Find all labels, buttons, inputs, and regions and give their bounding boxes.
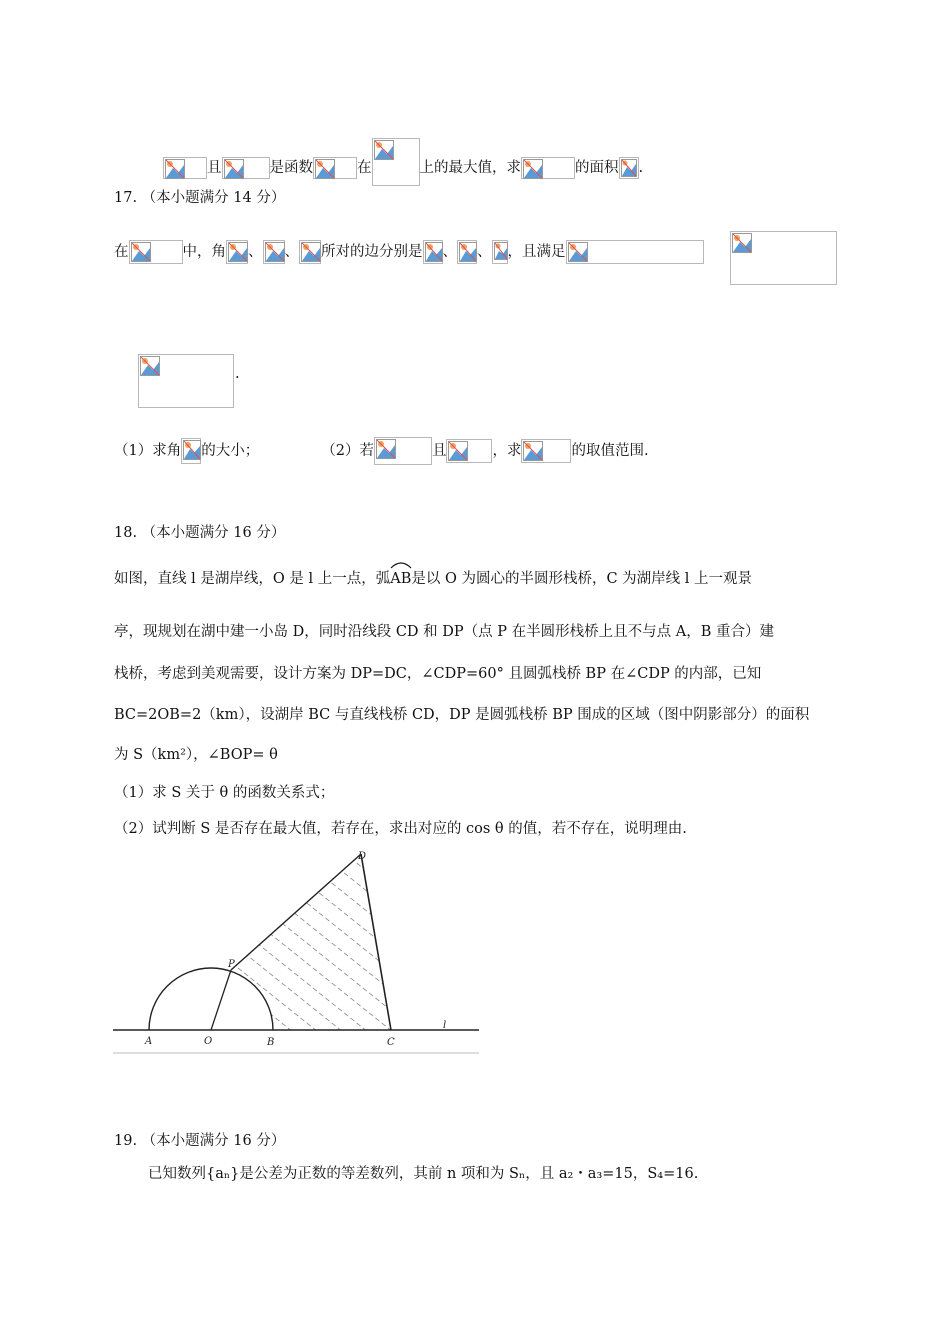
formula-image [423,240,443,264]
broken-image-icon [448,441,468,461]
formula-image [566,240,704,264]
label-c: C [387,1037,395,1048]
q18-header: 18. （本小题满分 16 分） [114,525,286,541]
text-sep: 、 [248,244,263,260]
formula-image [163,157,207,179]
broken-image-icon [224,159,244,179]
q17-header: 17. （本小题满分 14 分） [114,190,286,206]
q17-subquestions [114,437,649,465]
broken-image-icon [376,439,396,459]
problem16-tail-line [163,138,643,186]
label-l: l [443,1020,447,1031]
broken-image-icon [425,242,443,262]
q19-header: 19. （本小题满分 16 分） [114,1133,286,1149]
broken-image-icon [732,233,752,253]
formula-image [372,138,420,186]
broken-image-icon [140,356,160,376]
lake-bridge-figure [113,848,479,1056]
text-max-on: 上的最大值，求 [419,160,521,176]
text-sep: 、 [284,244,299,260]
text-period: . [638,160,644,176]
formula-image [492,240,508,264]
label-d: D [358,851,367,862]
part2-text: （2）若 [321,443,374,459]
broken-image-icon [183,440,201,460]
formula-image [521,157,575,179]
q18-text: 如图，直线 l 是湖岸线，O 是 l 上一点，弧 [114,571,391,587]
formula-image [222,157,270,179]
segment-op [211,970,231,1030]
q18-subquestion-2: （2）试判断 S 是否存在最大值，若存在，求出对应的 cos θ 的值，若不存在，说明理由. [114,821,687,837]
text-sep: 、 [477,244,492,260]
text-is-function: 是函数 [269,160,313,176]
broken-image-icon [228,242,248,262]
formula-image [226,240,248,264]
label-o: O [204,1036,213,1047]
q18-paragraph-line-2: 亭，现规划在湖中建一小岛 D，同时沿线段 CD 和 DP（点 P 在半圆形栈桥上且不与点 A，B 重合）建 [114,624,774,640]
formula-image [374,437,432,465]
label-b: B [267,1037,275,1048]
label-a: A [145,1036,153,1047]
text-and: 且 [207,160,222,176]
broken-image-icon [459,242,477,262]
formula-image [263,240,285,264]
q18-paragraph-line-5: 为 S（km²），∠BOP= θ [114,747,278,763]
formula-image [457,240,477,264]
arc-ab-label [390,569,411,589]
text-angle: 中，角 [182,244,226,260]
label-p: P [228,959,235,970]
q18-paragraph-line-3: 栈桥，考虑到美观需要，设计方案为 DP=DC，∠CDP=60° 且圆弧栈桥 BP 在∠CDP 的内部，已知 [114,666,762,682]
broken-image-icon [523,159,543,179]
broken-image-icon [568,242,588,262]
hatched-region [213,848,413,1056]
q18-text: 是以 O 为圆心的半圆形栈桥，C 为湖岸线 l 上一观景 [411,571,753,587]
text-range: 的取值范围. [571,443,649,459]
q17-statement-line [114,240,704,264]
text-sep: 、 [442,244,457,260]
arc-mark-icon [389,559,413,569]
text-and: 且 [431,443,447,459]
text-satisfy: ，且满足 [507,244,566,260]
segment-dc [361,854,391,1030]
formula-image [730,231,837,285]
text-period: . [235,366,240,382]
broken-image-icon [165,159,185,179]
formula-image [313,157,357,179]
text-find: ，求 [492,443,522,459]
part1-text-end: 的大小； [201,443,260,459]
segment-dp [231,854,361,970]
part1-text: （1）求角 [114,443,182,459]
broken-image-icon [315,159,335,179]
broken-image-icon [301,242,321,262]
text-in: 在 [114,244,129,260]
formula-image [619,157,639,179]
q18-paragraph-line-1 [114,569,752,589]
q18-subquestion-1: （1）求 S 关于 θ 的函数关系式； [114,785,335,801]
q18-paragraph-line-4: BC=2OB=2（km），设湖岸 BC 与直线栈桥 CD，DP 是圆弧栈桥 BP 围成的区域（图中阴影部分）的面积 [114,707,810,723]
broken-image-icon [494,242,508,260]
broken-image-icon [131,242,151,262]
formula-image [446,439,492,463]
text-at: 在 [357,160,372,176]
formula-image [129,240,183,264]
broken-image-icon [523,441,543,461]
text-area-of: 的面积 [575,160,619,176]
arc-text: AB [390,571,412,587]
semicircle-bridge [149,968,273,1030]
formula-image [521,439,571,463]
formula-image [138,354,234,408]
formula-image [181,438,201,464]
broken-image-icon [265,242,285,262]
formula-image [299,240,321,264]
q19-body: 已知数列{aₙ}是公差为正数的等差数列，其前 n 项和为 Sₙ，且 a₂・a₃=15，S₄=16. [148,1166,699,1182]
broken-image-icon [621,159,637,177]
text-opposite-sides: 所对的边分别是 [321,244,423,260]
broken-image-icon [374,140,394,160]
